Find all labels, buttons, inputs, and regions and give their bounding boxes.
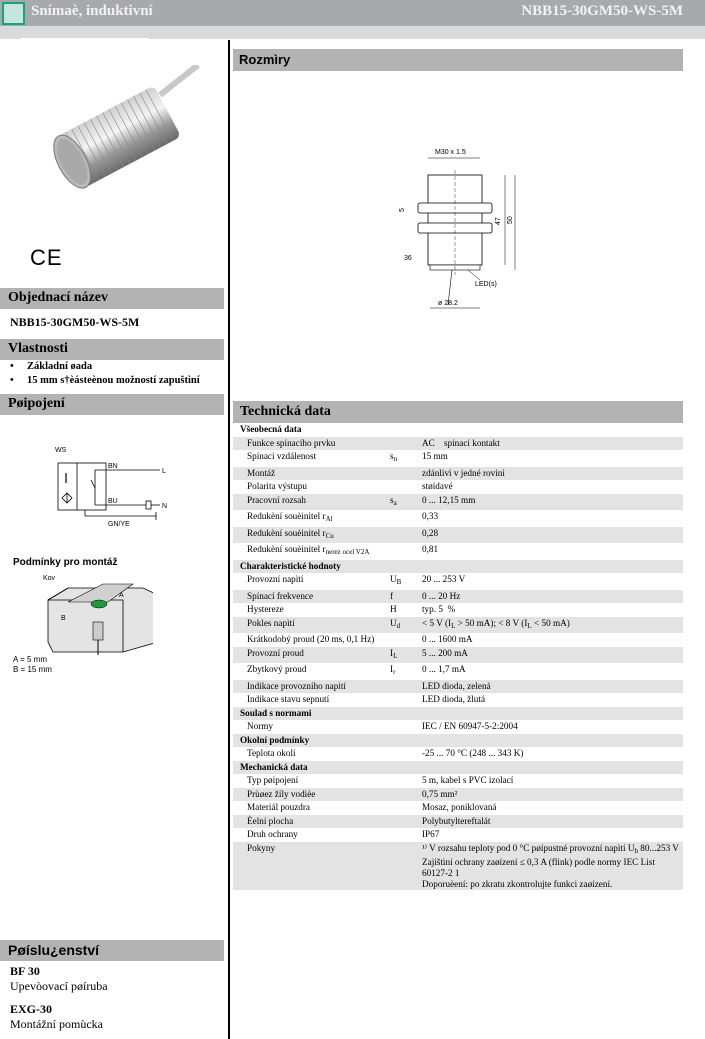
table-row	[233, 774, 683, 788]
row-value: IP67	[422, 829, 440, 839]
table-group-header	[233, 423, 683, 437]
row-label: Typ pøipojení	[247, 775, 299, 785]
row-value: Polybutyltereftalát	[422, 815, 491, 826]
table-group-header	[233, 560, 683, 574]
model-name: NBB15-30GM50-WS-5M	[521, 3, 683, 19]
row-label: Druh ochrany	[247, 829, 298, 839]
table-row	[233, 647, 683, 664]
row-value: 0 ... 12,15 mm	[422, 494, 476, 505]
mounting-b-value: B = 15 mm	[13, 665, 52, 674]
document-title: Snímaè, induktivní	[31, 3, 153, 19]
table-row	[233, 815, 683, 829]
row-label: Provozní proud	[247, 647, 304, 658]
row-symbol: $I_r$	[390, 664, 396, 676]
row-symbol: $U_B$	[390, 574, 402, 586]
technical-data-table	[233, 423, 683, 890]
table-group-header	[233, 734, 683, 748]
accessory-description: Upevòovací pøíruba	[10, 979, 108, 993]
row-label: Polarita výstupu	[247, 481, 307, 491]
row-symbol	[390, 680, 422, 694]
row-symbol	[390, 842, 422, 890]
order-name-value: NBB15-30GM50-WS-5M	[10, 315, 140, 329]
table-row	[233, 480, 683, 494]
row-value: -25 ... 70 °C (248 ... 343 K)	[422, 748, 524, 758]
mounting-conditions-title: Podmínky pro montáž	[13, 557, 118, 568]
table-row	[233, 450, 683, 467]
column-divider	[228, 40, 230, 1039]
accessories-heading: Pøíslu¿enství	[0, 940, 224, 961]
row-value: støídavé	[422, 481, 453, 491]
row-label: Normy	[247, 721, 274, 731]
row-value: 0,28	[422, 527, 439, 538]
wire-bu-label: BU	[108, 498, 118, 505]
table-group-header	[233, 707, 683, 721]
table-row	[233, 590, 683, 604]
mounting-a-value: A = 5 mm	[13, 655, 48, 664]
row-value: 0 ... 1,7 mA	[422, 664, 466, 674]
row-symbol	[390, 693, 422, 707]
accessory-item	[10, 964, 108, 994]
terminal-n-label: N	[162, 503, 168, 510]
row-symbol: $s_n$	[390, 451, 398, 463]
row-value: 5 ... 200 mA	[422, 647, 468, 658]
row-label: Zbytkový proud	[247, 664, 307, 674]
properties-list	[10, 361, 200, 389]
row-symbol: $U_d$	[390, 617, 401, 630]
table-row	[233, 573, 683, 590]
row-value: zdánlivì v jedné rovinì	[422, 467, 505, 478]
row-label: Redukèní souèinitel $r_{nerez ocel V2A}$	[247, 544, 370, 556]
table-row	[233, 720, 683, 734]
table-row	[233, 842, 683, 890]
row-label: Redukèní souèinitel $r_{Cu}$	[247, 527, 334, 540]
dim-led-label: LED(s)	[475, 281, 497, 288]
row-value: LED dioda, žlutá	[422, 694, 486, 704]
table-row	[233, 437, 683, 451]
table-row	[233, 494, 683, 511]
row-value: 20 ... 253 V	[422, 574, 466, 584]
mounting-diagram	[13, 570, 153, 655]
dim-nut-height-label: 5	[399, 208, 406, 212]
row-value: typ. 5 %	[422, 604, 456, 614]
table-row	[233, 603, 683, 617]
order-name-heading: Objednací název	[0, 288, 224, 309]
row-label: Materiál pouzdra	[247, 802, 311, 812]
row-label: Montáž	[247, 467, 276, 478]
row-value: 0 ... 1600 mA	[422, 634, 473, 644]
row-symbol: $I_L$	[390, 647, 398, 660]
row-symbol: f	[390, 590, 394, 601]
row-value: 0,33	[422, 511, 439, 521]
subbar-tab	[21, 38, 149, 40]
table-row	[233, 693, 683, 707]
table-row	[233, 617, 683, 634]
table-row	[233, 527, 683, 544]
property-item: • Základní øada	[10, 361, 200, 372]
group-title: Okolní podmínky	[240, 734, 310, 745]
dimension-drawing	[390, 140, 540, 320]
dimensions-heading: Rozmìry	[233, 49, 683, 71]
header-bar	[0, 0, 705, 26]
row-symbol	[390, 480, 422, 494]
wiring-diagram	[50, 440, 180, 530]
table-group-header	[233, 761, 683, 775]
table-row	[233, 680, 683, 694]
row-label: Provozní napìtí	[247, 574, 304, 584]
row-label: Pracovní rozsah	[247, 494, 306, 505]
row-label: Redukèní souèinitel $r_{Al}$	[247, 511, 333, 523]
accessory-item	[10, 1002, 103, 1032]
table-row	[233, 828, 683, 842]
mounting-label-kov: Kov	[43, 575, 56, 582]
group-title: Soulad s normami	[240, 707, 312, 718]
dim-length-47-label: 47	[495, 217, 502, 225]
row-value: AC spínací kontakt	[422, 437, 500, 448]
row-symbol	[390, 828, 422, 842]
row-symbol	[390, 801, 422, 815]
row-symbol	[390, 774, 422, 788]
table-row	[233, 801, 683, 815]
row-symbol	[390, 510, 422, 527]
row-value: LED dioda, zelená	[422, 680, 491, 691]
group-title: Všeobecná data	[240, 424, 302, 434]
row-label: Prùøez žíly vodièe	[247, 788, 316, 799]
row-label: Krátkodobý proud (20 ms, 0,1 Hz)	[247, 634, 375, 644]
table-row	[233, 510, 683, 527]
dim-diameter-label: ø 28.2	[438, 300, 458, 307]
ce-mark-icon: CE	[30, 245, 63, 270]
wiring-type-label: WS	[55, 447, 67, 454]
dim-thread-label: M30 x 1.5	[435, 149, 466, 156]
row-symbol	[390, 633, 422, 647]
row-symbol	[390, 527, 422, 544]
properties-heading: Vlastnosti	[0, 339, 224, 360]
mounting-label-b: B	[61, 615, 66, 622]
row-symbol	[390, 747, 422, 761]
table-row	[233, 633, 683, 647]
property-item: • 15 mm s†èásteènou možností zapuštìní	[10, 375, 200, 386]
group-title: Charakteristické hodnoty	[240, 560, 341, 571]
dim-wrench-label: 36	[404, 255, 412, 262]
row-label: Hystereze	[247, 604, 284, 614]
row-label: Pokles napìtí	[247, 617, 295, 628]
group-title: Mechanická data	[240, 761, 308, 772]
table-row	[233, 467, 683, 481]
table-row	[233, 663, 683, 680]
row-value: 5 m, kabel s PVC izolací	[422, 775, 514, 785]
row-symbol: H	[390, 604, 397, 614]
product-photo	[30, 65, 205, 205]
row-symbol	[390, 467, 422, 481]
row-label: Indikace provozního napìtí	[247, 680, 346, 691]
wire-gnye-label: GN/YE	[108, 521, 130, 528]
table-row	[233, 788, 683, 802]
connection-heading: Pøipojení	[0, 394, 224, 415]
row-label: Spínací vzdálenost	[247, 451, 317, 461]
table-row	[233, 747, 683, 761]
row-value: 0,75 mm²	[422, 788, 458, 799]
accessory-code: EXG-30	[10, 1002, 52, 1016]
row-label: Indikace stavu sepnutí	[247, 694, 330, 704]
row-value: 0,81	[422, 544, 439, 554]
brand-logo-icon	[2, 2, 25, 25]
row-value: < 5 V ($I_L > 50$ mA); < 8 V ($I_L < 50$ mA)	[422, 617, 570, 630]
row-label: Teplota okolí	[247, 748, 296, 758]
row-symbol	[390, 543, 422, 560]
dim-length-50-label: 50	[507, 216, 514, 224]
mounting-label-a: A	[119, 592, 124, 599]
row-label: Spínací frekvence	[247, 590, 314, 601]
row-symbol: $s_a$	[390, 494, 397, 507]
row-value: 0 ... 20 Hz	[422, 590, 461, 601]
row-label: Èelní plocha	[247, 815, 294, 826]
accessory-description: Montážní pomùcka	[10, 1017, 103, 1031]
row-symbol	[390, 437, 422, 451]
row-value: IEC / EN 60947-5-2:2004	[422, 721, 518, 731]
row-label: Funkce spínacího prvku	[247, 437, 336, 448]
technical-data-heading: Technická data	[233, 401, 683, 423]
row-value: 15 mm	[422, 451, 448, 461]
header-subbar	[0, 26, 705, 39]
row-symbol	[390, 720, 422, 734]
row-value: Mosaz, poniklovaná	[422, 802, 497, 812]
row-symbol	[390, 815, 422, 829]
table-row	[233, 543, 683, 560]
accessory-code: BF 30	[10, 964, 40, 978]
wire-bn-label: BN	[108, 463, 118, 470]
terminal-l-label: L	[162, 468, 166, 475]
row-value: ¹⁾ V rozsahu teploty pod 0 °C pøípustné provozní napìtí $U_b$ 80...253 V Zajištìní ochrany zaøízení ≤ 0,3 A (flink) podle normy IEC List 60127-2 1 Doporuèení: po zkratu zkontrolujte funkci zaøízení.	[422, 842, 679, 889]
row-label: Pokyny	[247, 842, 276, 853]
row-symbol	[390, 788, 422, 802]
